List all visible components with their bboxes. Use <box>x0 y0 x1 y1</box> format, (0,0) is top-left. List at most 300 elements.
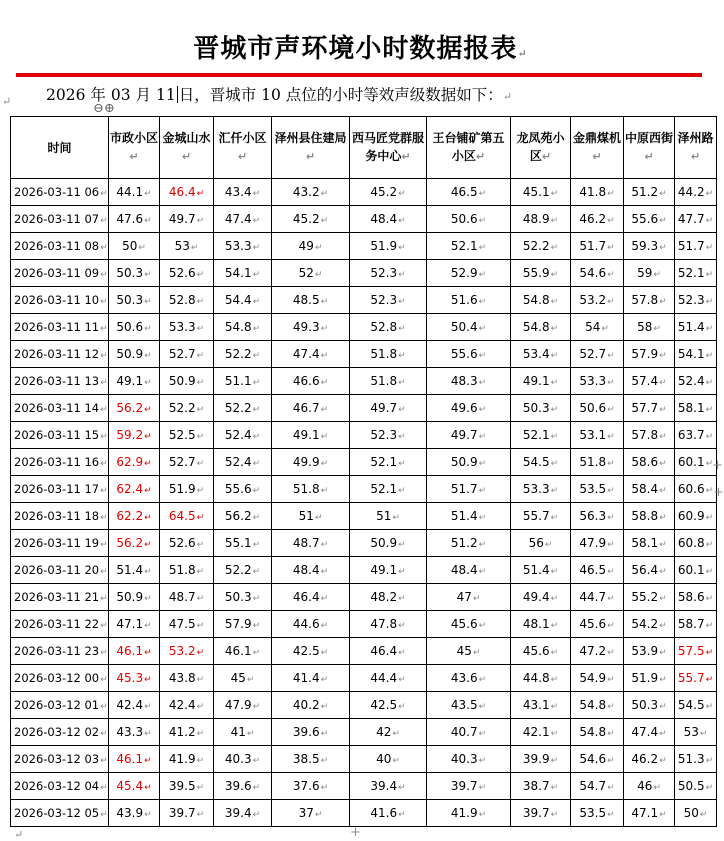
table-row <box>11 233 717 260</box>
value-cell[interactable]: 52.2↵ <box>214 557 272 584</box>
value-cell[interactable]: 53.2↵ <box>571 287 624 314</box>
table-row <box>11 746 717 773</box>
noise-data-table <box>10 116 717 827</box>
value-cell[interactable]: 60.1↵ <box>675 449 717 476</box>
value-cell[interactable]: 50.3↵ <box>624 692 675 719</box>
value-cell[interactable]: 55.6↵ <box>214 476 272 503</box>
column-header-site: 金鼎煤机↵ <box>571 117 624 179</box>
table-row <box>11 773 717 800</box>
value-cell[interactable]: 58.8↵ <box>624 503 675 530</box>
value-cell[interactable]: 39.9↵ <box>511 746 571 773</box>
column-header-site: 金城山水↵ <box>160 117 214 179</box>
value-cell[interactable]: 46.4↵ <box>350 638 427 665</box>
value-cell[interactable]: 51.8↵ <box>350 368 427 395</box>
value-cell[interactable]: 39.7↵ <box>511 800 571 827</box>
value-cell[interactable]: 51.8↵ <box>272 476 350 503</box>
value-cell[interactable]: 46.1↵ <box>214 638 272 665</box>
value-cell[interactable]: 52.5↵ <box>160 422 214 449</box>
value-cell[interactable]: 51.4↵ <box>511 557 571 584</box>
value-cell-exceed[interactable]: 45.3↵ <box>109 665 160 692</box>
value-cell[interactable]: 60.8↵ <box>675 530 717 557</box>
value-cell[interactable]: 52.1↵ <box>675 260 717 287</box>
value-cell[interactable]: 43.1↵ <box>511 692 571 719</box>
value-cell[interactable]: 53.9↵ <box>624 638 675 665</box>
value-cell[interactable]: 51.8↵ <box>571 449 624 476</box>
value-cell[interactable]: 60.6↵ <box>675 476 717 503</box>
value-cell[interactable]: 53.3↵ <box>571 368 624 395</box>
value-cell[interactable]: 44.8↵ <box>511 665 571 692</box>
time-cell[interactable]: 2026-03-11 08↵ <box>11 233 109 260</box>
value-cell-exceed[interactable]: 53.2↵ <box>160 638 214 665</box>
table-row <box>11 422 717 449</box>
value-cell[interactable]: 46.4↵ <box>272 584 350 611</box>
table-row <box>11 314 717 341</box>
value-cell[interactable]: 46.5↵ <box>427 179 511 206</box>
time-cell[interactable]: 2026-03-11 22↵ <box>11 611 109 638</box>
value-cell[interactable]: 42.4↵ <box>109 692 160 719</box>
value-cell[interactable]: 43.4↵ <box>214 179 272 206</box>
value-cell[interactable]: 52.3↵ <box>350 260 427 287</box>
value-cell[interactable]: 48.3↵ <box>427 368 511 395</box>
value-cell[interactable]: 52.2↵ <box>160 395 214 422</box>
add-column-icon[interactable]: + <box>712 458 723 473</box>
value-cell[interactable]: 53.4↵ <box>511 341 571 368</box>
value-cell[interactable]: 50.9↵ <box>109 584 160 611</box>
value-cell[interactable]: 58.6↵ <box>624 449 675 476</box>
value-cell[interactable]: 52.8↵ <box>350 314 427 341</box>
value-cell[interactable]: 50.3↵ <box>109 287 160 314</box>
value-cell[interactable]: 50.5↵ <box>675 773 717 800</box>
value-cell[interactable]: 43.3↵ <box>109 719 160 746</box>
value-cell[interactable]: 56.3↵ <box>571 503 624 530</box>
value-cell[interactable]: 40↵ <box>350 746 427 773</box>
value-cell[interactable]: 52.9↵ <box>427 260 511 287</box>
time-cell[interactable]: 2026-03-12 01↵ <box>11 692 109 719</box>
value-cell[interactable]: 44.1↵ <box>109 179 160 206</box>
value-cell[interactable]: 51.2↵ <box>624 179 675 206</box>
value-cell[interactable]: 47.4↵ <box>624 719 675 746</box>
value-cell[interactable]: 54.6↵ <box>571 260 624 287</box>
value-cell[interactable]: 51.1↵ <box>214 368 272 395</box>
column-header-site: 王台铺矿第五小区↵ <box>427 117 511 179</box>
value-cell[interactable]: 41.2↵ <box>160 719 214 746</box>
value-cell[interactable]: 52↵ <box>272 260 350 287</box>
value-cell[interactable]: 53↵ <box>675 719 717 746</box>
value-cell[interactable]: 51.6↵ <box>427 287 511 314</box>
value-cell[interactable]: 56.2↵ <box>214 503 272 530</box>
value-cell[interactable]: 48.5↵ <box>272 287 350 314</box>
table-row <box>11 611 717 638</box>
value-cell[interactable]: 54.5↵ <box>511 449 571 476</box>
time-cell[interactable]: 2026-03-11 17↵ <box>11 476 109 503</box>
value-cell[interactable]: 44.2↵ <box>675 179 717 206</box>
report-title: 晋城市声环境小时数据报表↵ <box>193 34 528 64</box>
table-handle-icon[interactable]: ⊖⊕ <box>93 101 115 116</box>
value-cell[interactable]: 45.6↵ <box>511 638 571 665</box>
value-cell-exceed[interactable]: 64.5↵ <box>160 503 214 530</box>
value-cell[interactable]: 47.9↵ <box>571 530 624 557</box>
time-cell[interactable]: 2026-03-12 05↵ <box>11 800 109 827</box>
value-cell[interactable]: 50.6↵ <box>571 395 624 422</box>
table-row <box>11 260 717 287</box>
value-cell[interactable]: 48.2↵ <box>350 584 427 611</box>
value-cell[interactable]: 49.6↵ <box>427 395 511 422</box>
value-cell[interactable]: 52.4↵ <box>214 449 272 476</box>
value-cell-exceed[interactable]: 59.2↵ <box>109 422 160 449</box>
add-column-icon[interactable]: + <box>713 485 724 500</box>
value-cell[interactable]: 55.6↵ <box>624 206 675 233</box>
value-cell[interactable]: 45.6↵ <box>571 611 624 638</box>
value-cell-exceed[interactable]: 46.1↵ <box>109 638 160 665</box>
value-cell[interactable]: 54.9↵ <box>571 665 624 692</box>
value-cell[interactable]: 49.1↵ <box>272 422 350 449</box>
value-cell[interactable]: 58.6↵ <box>675 584 717 611</box>
value-cell[interactable]: 52.1↵ <box>350 476 427 503</box>
value-cell[interactable]: 39.4↵ <box>350 773 427 800</box>
value-cell[interactable]: 39.7↵ <box>160 800 214 827</box>
value-cell[interactable]: 47.9↵ <box>214 692 272 719</box>
value-cell[interactable]: 40.7↵ <box>427 719 511 746</box>
value-cell[interactable]: 52.4↵ <box>675 368 717 395</box>
value-cell[interactable]: 55.6↵ <box>427 341 511 368</box>
value-cell[interactable]: 38.5↵ <box>272 746 350 773</box>
table-row <box>11 368 717 395</box>
table-row <box>11 206 717 233</box>
value-cell[interactable]: 52.3↵ <box>675 287 717 314</box>
value-cell[interactable]: 45.2↵ <box>350 179 427 206</box>
value-cell[interactable]: 52.2↵ <box>511 233 571 260</box>
value-cell[interactable]: 48.7↵ <box>272 530 350 557</box>
value-cell[interactable]: 51.8↵ <box>160 557 214 584</box>
value-cell[interactable]: 55.9↵ <box>511 260 571 287</box>
value-cell[interactable]: 54.8↵ <box>571 692 624 719</box>
time-cell[interactable]: 2026-03-11 07↵ <box>11 206 109 233</box>
value-cell[interactable]: 48.4↵ <box>272 557 350 584</box>
value-cell[interactable]: 60.9↵ <box>675 503 717 530</box>
value-cell[interactable]: 52.6↵ <box>160 260 214 287</box>
value-cell[interactable]: 63.7↵ <box>675 422 717 449</box>
value-cell[interactable]: 42↵ <box>350 719 427 746</box>
time-cell[interactable]: 2026-03-12 02↵ <box>11 719 109 746</box>
value-cell[interactable]: 40.2↵ <box>272 692 350 719</box>
value-cell-exceed[interactable]: 55.7↵ <box>675 665 717 692</box>
value-cell-exceed[interactable]: 62.2↵ <box>109 503 160 530</box>
value-cell[interactable]: 53.3↵ <box>214 233 272 260</box>
value-cell[interactable]: 52.6↵ <box>160 530 214 557</box>
table-row <box>11 584 717 611</box>
time-cell[interactable]: 2026-03-11 19↵ <box>11 530 109 557</box>
table-row <box>11 341 717 368</box>
value-cell[interactable]: 57.7↵ <box>624 395 675 422</box>
value-cell[interactable]: 41.4↵ <box>272 665 350 692</box>
value-cell[interactable]: 51.7↵ <box>571 233 624 260</box>
value-cell[interactable]: 52.7↵ <box>160 341 214 368</box>
value-cell[interactable]: 48.4↵ <box>427 557 511 584</box>
value-cell[interactable]: 44.6↵ <box>272 611 350 638</box>
value-cell[interactable]: 50.6↵ <box>427 206 511 233</box>
value-cell[interactable]: 41.9↵ <box>427 800 511 827</box>
value-cell[interactable]: 54.8↵ <box>214 314 272 341</box>
value-cell[interactable]: 40.3↵ <box>427 746 511 773</box>
value-cell[interactable]: 54.1↵ <box>675 341 717 368</box>
column-header-site: 泽州县住建局↵ <box>272 117 350 179</box>
time-cell[interactable]: 2026-03-11 20↵ <box>11 557 109 584</box>
value-cell[interactable]: 39.4↵ <box>214 800 272 827</box>
value-cell[interactable]: 56.4↵ <box>624 557 675 584</box>
value-cell[interactable]: 49.1↵ <box>109 368 160 395</box>
column-header-site: 泽州路↵ <box>675 117 717 179</box>
value-cell[interactable]: 54.8↵ <box>511 287 571 314</box>
value-cell[interactable]: 58.7↵ <box>675 611 717 638</box>
value-cell[interactable]: 58.1↵ <box>675 395 717 422</box>
value-cell[interactable]: 55.2↵ <box>624 584 675 611</box>
value-cell[interactable]: 45↵ <box>427 638 511 665</box>
value-cell[interactable]: 45.2↵ <box>272 206 350 233</box>
time-cell[interactable]: 2026-03-11 11↵ <box>11 314 109 341</box>
table-row <box>11 665 717 692</box>
table-row <box>11 179 717 206</box>
value-cell[interactable]: 50.9↵ <box>109 341 160 368</box>
value-cell[interactable]: 47.8↵ <box>350 611 427 638</box>
value-cell[interactable]: 49.3↵ <box>272 314 350 341</box>
value-cell[interactable]: 45.6↵ <box>427 611 511 638</box>
value-cell[interactable]: 48.1↵ <box>511 611 571 638</box>
value-cell-exceed[interactable]: 45.4↵ <box>109 773 160 800</box>
value-cell[interactable]: 55.7↵ <box>511 503 571 530</box>
value-cell[interactable]: 54.4↵ <box>214 287 272 314</box>
value-cell[interactable]: 51.9↵ <box>350 233 427 260</box>
value-cell[interactable]: 51↵ <box>350 503 427 530</box>
value-cell[interactable]: 50.9↵ <box>350 530 427 557</box>
value-cell[interactable]: 48.7↵ <box>160 584 214 611</box>
value-cell-exceed[interactable]: 46.1↵ <box>109 746 160 773</box>
value-cell[interactable]: 51.9↵ <box>160 476 214 503</box>
time-cell[interactable]: 2026-03-11 23↵ <box>11 638 109 665</box>
value-cell[interactable]: 54.6↵ <box>571 746 624 773</box>
column-header-site: 中原西街↵ <box>624 117 675 179</box>
value-cell[interactable]: 50.4↵ <box>427 314 511 341</box>
value-cell[interactable]: 52.4↵ <box>214 422 272 449</box>
value-cell[interactable]: 52.3↵ <box>350 287 427 314</box>
value-cell[interactable]: 48.4↵ <box>350 206 427 233</box>
value-cell[interactable]: 49.7↵ <box>427 422 511 449</box>
value-cell[interactable]: 39.6↵ <box>272 719 350 746</box>
value-cell[interactable]: 52.1↵ <box>427 233 511 260</box>
value-cell[interactable]: 58.4↵ <box>624 476 675 503</box>
value-cell[interactable]: 52.7↵ <box>160 449 214 476</box>
value-cell[interactable]: 57.9↵ <box>214 611 272 638</box>
value-cell[interactable]: 58↵ <box>624 314 675 341</box>
value-cell[interactable]: 38.7↵ <box>511 773 571 800</box>
value-cell[interactable]: 51↵ <box>272 503 350 530</box>
value-cell[interactable]: 53.5↵ <box>571 800 624 827</box>
value-cell[interactable]: 41↵ <box>214 719 272 746</box>
intro-paragraph[interactable]: 2026 年 03 月 11 日，晋城市 10 点位的小时等效声级数据如下：↵ <box>46 86 513 104</box>
value-cell[interactable]: 47.2↵ <box>571 638 624 665</box>
value-cell[interactable]: 50.6↵ <box>109 314 160 341</box>
value-cell[interactable]: 59.3↵ <box>624 233 675 260</box>
value-cell[interactable]: 52.7↵ <box>571 341 624 368</box>
value-cell[interactable]: 52.2↵ <box>214 395 272 422</box>
value-cell[interactable]: 43.2↵ <box>272 179 350 206</box>
table-row <box>11 638 717 665</box>
value-cell[interactable]: 43.5↵ <box>427 692 511 719</box>
value-cell[interactable]: 49.1↵ <box>350 557 427 584</box>
value-cell[interactable]: 46.2↵ <box>571 206 624 233</box>
value-cell[interactable]: 54.5↵ <box>675 692 717 719</box>
time-cell[interactable]: 2026-03-11 10↵ <box>11 287 109 314</box>
value-cell[interactable]: 53.5↵ <box>571 476 624 503</box>
value-cell[interactable]: 44.4↵ <box>350 665 427 692</box>
value-cell[interactable]: 52.1↵ <box>350 449 427 476</box>
value-cell[interactable]: 42.1↵ <box>511 719 571 746</box>
value-cell[interactable]: 39.6↵ <box>214 773 272 800</box>
value-cell[interactable]: 49.7↵ <box>160 206 214 233</box>
value-cell[interactable]: 60.1↵ <box>675 557 717 584</box>
value-cell[interactable]: 40.3↵ <box>214 746 272 773</box>
value-cell-exceed[interactable]: 57.5↵ <box>675 638 717 665</box>
value-cell[interactable]: 53↵ <box>160 233 214 260</box>
time-cell[interactable]: 2026-03-12 03↵ <box>11 746 109 773</box>
value-cell[interactable]: 50.3↵ <box>511 395 571 422</box>
value-cell-exceed[interactable]: 56.2↵ <box>109 395 160 422</box>
value-cell[interactable]: 59↵ <box>624 260 675 287</box>
value-cell[interactable]: 52.2↵ <box>214 341 272 368</box>
value-cell[interactable]: 50↵ <box>675 800 717 827</box>
value-cell[interactable]: 46.7↵ <box>272 395 350 422</box>
time-cell[interactable]: 2026-03-11 14↵ <box>11 395 109 422</box>
value-cell[interactable]: 51.9↵ <box>624 665 675 692</box>
value-cell[interactable]: 48.9↵ <box>511 206 571 233</box>
value-cell[interactable]: 52.3↵ <box>350 422 427 449</box>
value-cell[interactable]: 50.3↵ <box>109 260 160 287</box>
value-cell[interactable]: 56↵ <box>511 530 571 557</box>
value-cell[interactable]: 51.7↵ <box>675 233 717 260</box>
value-cell[interactable]: 50.9↵ <box>427 449 511 476</box>
value-cell[interactable]: 49.9↵ <box>272 449 350 476</box>
value-cell[interactable]: 50↵ <box>109 233 160 260</box>
value-cell[interactable]: 39.7↵ <box>427 773 511 800</box>
value-cell[interactable]: 42.4↵ <box>160 692 214 719</box>
value-cell[interactable]: 51.3↵ <box>675 746 717 773</box>
value-cell[interactable]: 37.6↵ <box>272 773 350 800</box>
value-cell[interactable]: 47.4↵ <box>214 206 272 233</box>
value-cell[interactable]: 51.2↵ <box>427 530 511 557</box>
value-cell[interactable]: 43.9↵ <box>109 800 160 827</box>
time-cell[interactable]: 2026-03-11 21↵ <box>11 584 109 611</box>
value-cell[interactable]: 52.8↵ <box>160 287 214 314</box>
value-cell[interactable]: 54.8↵ <box>511 314 571 341</box>
table-row <box>11 530 717 557</box>
value-cell[interactable]: 50.9↵ <box>160 368 214 395</box>
value-cell[interactable]: 44.7↵ <box>571 584 624 611</box>
value-cell-exceed[interactable]: 62.9↵ <box>109 449 160 476</box>
value-cell[interactable]: 53.3↵ <box>511 476 571 503</box>
value-cell[interactable]: 47.1↵ <box>624 800 675 827</box>
time-cell[interactable]: 2026-03-12 00↵ <box>11 665 109 692</box>
value-cell[interactable]: 49.1↵ <box>511 368 571 395</box>
value-cell[interactable]: 45↵ <box>214 665 272 692</box>
column-header-site: 西马匠党群服务中心↵ <box>350 117 427 179</box>
value-cell[interactable]: 51.7↵ <box>427 476 511 503</box>
value-cell[interactable]: 57.4↵ <box>624 368 675 395</box>
value-cell[interactable]: 42.5↵ <box>350 692 427 719</box>
value-cell[interactable]: 49↵ <box>272 233 350 260</box>
value-cell[interactable]: 49.4↵ <box>511 584 571 611</box>
value-cell-exceed[interactable]: 62.4↵ <box>109 476 160 503</box>
table-row <box>11 692 717 719</box>
time-cell[interactable]: 2026-03-11 12↵ <box>11 341 109 368</box>
value-cell[interactable]: 51.4↵ <box>427 503 511 530</box>
value-cell[interactable]: 52.1↵ <box>511 422 571 449</box>
value-cell-exceed[interactable]: 56.2↵ <box>109 530 160 557</box>
value-cell[interactable]: 54.7↵ <box>571 773 624 800</box>
title-rule <box>16 73 702 77</box>
value-cell[interactable]: 37↵ <box>272 800 350 827</box>
value-cell[interactable]: 47↵ <box>427 584 511 611</box>
value-cell[interactable]: 54.8↵ <box>571 719 624 746</box>
value-cell[interactable]: 46.6↵ <box>272 368 350 395</box>
value-cell[interactable]: 41.8↵ <box>571 179 624 206</box>
value-cell[interactable]: 50.3↵ <box>214 584 272 611</box>
value-cell[interactable]: 47.4↵ <box>272 341 350 368</box>
value-cell[interactable]: 42.5↵ <box>272 638 350 665</box>
value-cell[interactable]: 41.6↵ <box>350 800 427 827</box>
value-cell[interactable]: 47.5↵ <box>160 611 214 638</box>
value-cell[interactable]: 49.7↵ <box>350 395 427 422</box>
time-cell[interactable]: 2026-03-11 15↵ <box>11 422 109 449</box>
value-cell[interactable]: 45.1↵ <box>511 179 571 206</box>
value-cell-exceed[interactable]: 46.4↵ <box>160 179 214 206</box>
value-cell[interactable]: 51.4↵ <box>109 557 160 584</box>
value-cell[interactable]: 53.3↵ <box>160 314 214 341</box>
column-header-time: 时间 <box>11 117 109 179</box>
time-cell[interactable]: 2026-03-11 16↵ <box>11 449 109 476</box>
value-cell[interactable]: 47.7↵ <box>675 206 717 233</box>
time-cell[interactable]: 2026-03-12 04↵ <box>11 773 109 800</box>
value-cell[interactable]: 51.8↵ <box>350 341 427 368</box>
time-cell[interactable]: 2026-03-11 09↵ <box>11 260 109 287</box>
table-row <box>11 476 717 503</box>
value-cell[interactable]: 46.5↵ <box>571 557 624 584</box>
value-cell[interactable]: 57.8↵ <box>624 422 675 449</box>
value-cell[interactable]: 39.5↵ <box>160 773 214 800</box>
add-row-icon[interactable]: + <box>350 825 361 840</box>
paragraph-mark-icon: ↵ <box>2 95 12 108</box>
value-cell[interactable]: 46↵ <box>624 773 675 800</box>
value-cell[interactable]: 54↵ <box>571 314 624 341</box>
time-cell[interactable]: 2026-03-11 18↵ <box>11 503 109 530</box>
value-cell[interactable]: 57.9↵ <box>624 341 675 368</box>
value-cell[interactable]: 51.4↵ <box>675 314 717 341</box>
time-cell[interactable]: 2026-03-11 13↵ <box>11 368 109 395</box>
value-cell[interactable]: 46.2↵ <box>624 746 675 773</box>
value-cell[interactable]: 41.9↵ <box>160 746 214 773</box>
time-cell[interactable]: 2026-03-11 06↵ <box>11 179 109 206</box>
table-row <box>11 719 717 746</box>
value-cell[interactable]: 54.2↵ <box>624 611 675 638</box>
value-cell[interactable]: 47.1↵ <box>109 611 160 638</box>
value-cell[interactable]: 54.1↵ <box>214 260 272 287</box>
value-cell[interactable]: 57.8↵ <box>624 287 675 314</box>
table-row <box>11 800 717 827</box>
value-cell[interactable]: 55.1↵ <box>214 530 272 557</box>
value-cell[interactable]: 47.6↵ <box>109 206 160 233</box>
value-cell[interactable]: 43.6↵ <box>427 665 511 692</box>
value-cell[interactable]: 53.1↵ <box>571 422 624 449</box>
value-cell[interactable]: 58.1↵ <box>624 530 675 557</box>
value-cell[interactable]: 43.8↵ <box>160 665 214 692</box>
